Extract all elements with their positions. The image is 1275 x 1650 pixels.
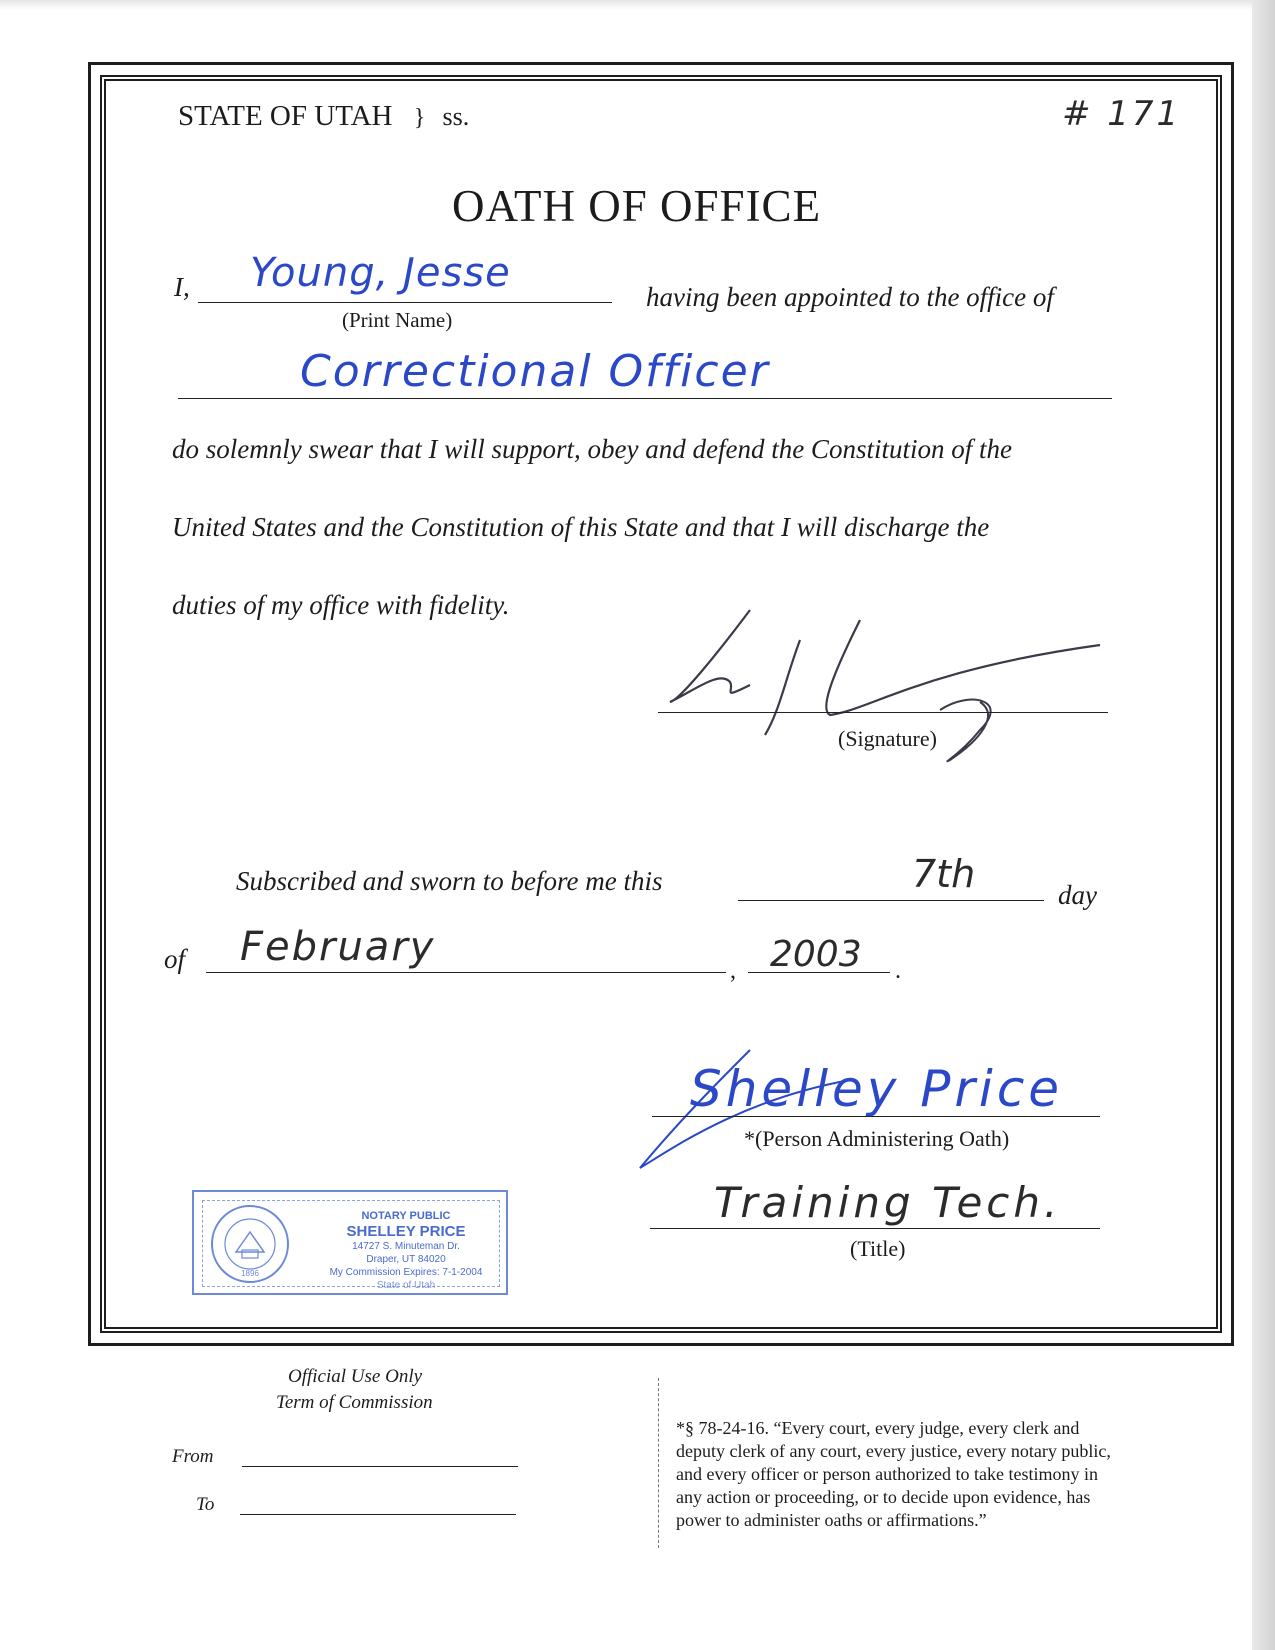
handwritten-name: Young, Jesse — [250, 250, 511, 296]
oath-body-line-2: United States and the Constitution of this State and that I will discharge the — [172, 512, 990, 542]
day-line — [738, 900, 1044, 901]
handwritten-office: Correctional Officer — [300, 346, 770, 397]
brace-glyph: } — [413, 105, 426, 131]
stamp-text-block — [306, 1210, 506, 1292]
state-heading — [178, 100, 469, 133]
handwritten-month: February — [240, 924, 436, 970]
bottom-divider — [658, 1378, 659, 1548]
statute-line-4: any action or proceeding, or to decide upon evidence, has — [676, 1487, 1091, 1507]
stamp-line-6: State of Utah — [376, 1280, 436, 1291]
stamp-line-5: My Commission Expires: 7-1-2004 — [329, 1267, 483, 1278]
office-line — [178, 398, 1112, 399]
oath-body-line-3: duties of my office with fidelity. — [172, 590, 510, 620]
stamp-line-2: SHELLEY PRICE — [346, 1223, 466, 1240]
handwritten-title: Training Tech. — [714, 1178, 1062, 1227]
signature-label: (Signature) — [838, 726, 937, 751]
seal-year: 1896 — [241, 1269, 259, 1278]
subscribed-text: Subscribed and sworn to before me this — [236, 866, 663, 896]
to-line — [240, 1514, 516, 1515]
statute-line-5: power to administer oaths or affirmations.” — [676, 1510, 987, 1530]
name-line — [198, 302, 612, 303]
administrator-label: *(Person Administering Oath) — [744, 1126, 1010, 1151]
appointed-text: having been appointed to the office of — [646, 282, 1054, 312]
state-name: STATE OF UTAH — [178, 100, 393, 132]
from-line — [242, 1466, 518, 1467]
handwritten-day: 7th — [912, 852, 976, 896]
document-number: # 171 — [1062, 94, 1182, 134]
to-label: To — [196, 1494, 215, 1515]
administrator-signature-flourish — [620, 1040, 880, 1180]
month-comma: , — [730, 958, 736, 984]
term-of-commission-heading: Term of Commission — [276, 1392, 433, 1413]
scan-top-shade — [0, 0, 1275, 10]
print-name-label: (Print Name) — [342, 308, 453, 332]
document-title: OATH OF OFFICE — [452, 181, 822, 231]
signature-line — [658, 712, 1108, 713]
month-line — [206, 972, 726, 973]
title-line — [650, 1228, 1100, 1229]
title-label: (Title) — [850, 1236, 906, 1261]
day-label: day — [1058, 880, 1097, 910]
state-seal — [208, 1202, 292, 1286]
stamp-line-4: Draper, UT 84020 — [366, 1254, 446, 1265]
from-label: From — [172, 1446, 214, 1467]
statute-line-2: deputy clerk of any court, every justice, every notary public, — [676, 1441, 1111, 1461]
oath-body-line-1: do solemnly swear that I will support, obey and defend the Constitution of the — [172, 434, 1012, 464]
stamp-line-3: 14727 S. Minuteman Dr. — [352, 1241, 460, 1252]
administrator-signature: Shelley Price — [690, 1060, 1064, 1118]
notary-stamp — [192, 1190, 508, 1295]
official-use-heading: Official Use Only — [288, 1366, 423, 1387]
of-label: of — [164, 944, 186, 974]
statute-line-3: and every officer or person authorized to take testimony in — [676, 1464, 1099, 1484]
year-period: . — [895, 958, 901, 984]
administrator-line — [652, 1116, 1100, 1117]
scan-edge — [1252, 0, 1275, 1650]
i-prefix: I, — [174, 272, 190, 302]
statute-line-1: *§ 78-24-16. “Every court, every judge, every clerk and — [676, 1418, 1080, 1438]
stamp-line-1: NOTARY PUBLIC — [361, 1210, 451, 1222]
handwritten-year: 2003 — [770, 934, 862, 975]
ss-abbrev: ss. — [442, 102, 470, 131]
